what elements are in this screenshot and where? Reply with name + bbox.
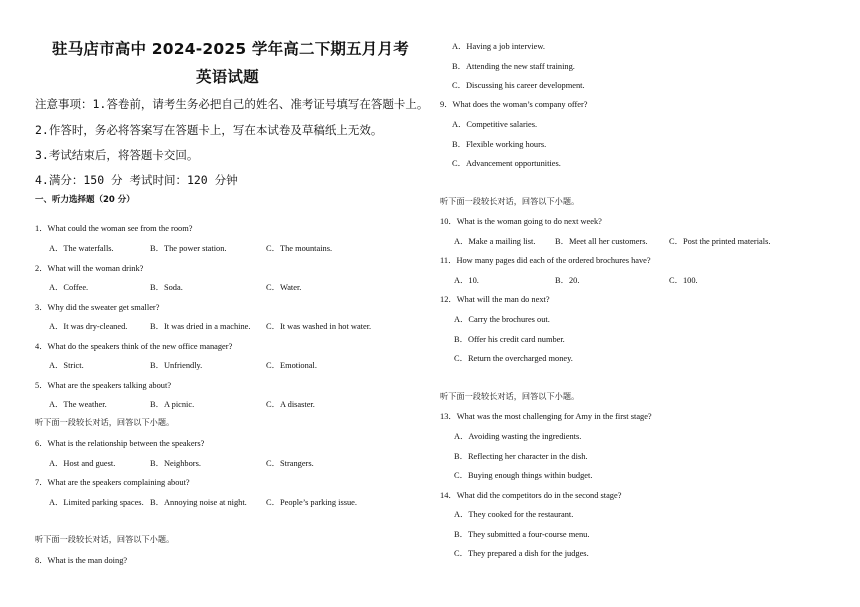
instruction-text: 听下面一段较长对话，回答以下小题。	[35, 534, 175, 544]
question-4-stem: 4．What do the speakers think of the new office manager?	[35, 342, 233, 351]
question-9-option-b: B．Flexible working hours.	[452, 140, 547, 149]
section-heading: 一、听力选择题（20 分）	[35, 195, 135, 205]
question-10-stem: 10．What is the woman going to do next week?	[440, 217, 602, 226]
question-1-option-a: A．The waterfalls.	[49, 244, 114, 253]
question-11-option-b: B．20.	[555, 276, 580, 285]
question-4-option-a: A．Strict.	[49, 361, 84, 370]
question-7-stem: 7．What are the speakers complaining about?	[35, 478, 190, 487]
question-5-option-a: A．The weather.	[49, 400, 107, 409]
question-9-option-a: A．Competitive salaries.	[452, 120, 538, 129]
question-13-option-a: A．Avoiding wasting the ingredients.	[454, 432, 582, 441]
question-8-option-a: A．Having a job interview.	[452, 42, 545, 51]
question-12-option-b: B．Offer his credit card number.	[454, 335, 565, 344]
question-14-option-b: B．They submitted a four-course menu.	[454, 530, 590, 539]
question-5-option-b: B．A picnic.	[150, 400, 195, 409]
question-6-option-a: A．Host and guest.	[49, 459, 116, 468]
question-3-stem: 3．Why did the sweater get smaller?	[35, 303, 160, 312]
question-8-stem: 8．What is the man doing?	[35, 556, 128, 565]
question-14-option-a: A．They cooked for the restaurant.	[454, 510, 574, 519]
question-5-option-c: C．A disaster.	[266, 400, 315, 409]
instruction-text: 听下面一段较长对话，回答以下小题。	[35, 417, 175, 427]
question-1-option-b: B．The power station.	[150, 244, 227, 253]
question-2-stem: 2．What will the woman drink?	[35, 264, 144, 273]
question-12-option-c: C．Return the overcharged money.	[454, 354, 573, 363]
question-5-stem: 5．What are the speakers talking about?	[35, 381, 172, 390]
question-12-stem: 12．What will the man do next?	[440, 295, 550, 304]
question-7-option-c: C．People’s parking issue.	[266, 498, 357, 507]
instruction-text: 听下面一段较长对话，回答以下小题。	[440, 391, 580, 401]
question-8-option-c: C．Discussing his career development.	[452, 81, 585, 90]
question-13-stem: 13．What was the most challenging for Amy in the first stage?	[440, 412, 652, 421]
question-4-option-c: C．Emotional.	[266, 361, 317, 370]
notice-line-4: 4.满分：150 分 考试时间：120 分钟	[35, 173, 238, 187]
question-10-option-c: C．Post the printed materials.	[669, 237, 771, 246]
question-7-option-b: B．Annoying noise at night.	[150, 498, 247, 507]
notice-line-3: 3.考试结束后，将答题卡交回。	[35, 148, 199, 162]
question-7-option-a: A．Limited parking spaces.	[49, 498, 144, 507]
question-6-stem: 6．What is the relationship between the speakers?	[35, 439, 205, 448]
question-11-option-a: A．10.	[454, 276, 479, 285]
question-2-option-a: A．Coffee.	[49, 283, 89, 292]
question-6-option-b: B．Neighbors.	[150, 459, 201, 468]
question-9-option-c: C．Advancement opportunities.	[452, 159, 561, 168]
question-3-option-b: B．It was dried in a machine.	[150, 322, 251, 331]
question-10-option-b: B．Meet all her customers.	[555, 237, 648, 246]
question-1-option-c: C．The mountains.	[266, 244, 333, 253]
question-14-option-c: C．They prepared a dish for the judges.	[454, 549, 589, 558]
question-3-option-a: A．It was dry-cleaned.	[49, 322, 128, 331]
page-subtitle: 英语试题	[196, 68, 259, 86]
question-12-option-a: A．Carry the brochures out.	[454, 315, 550, 324]
question-2-option-b: B．Soda.	[150, 283, 183, 292]
question-11-stem: 11．How many pages did each of the ordered brochures have?	[440, 256, 651, 265]
question-1-stem: 1．What could the woman see from the room?	[35, 224, 193, 233]
question-14-stem: 14．What did the competitors do in the second stage?	[440, 491, 622, 500]
question-8-option-b: B．Attending the new staff training.	[452, 62, 575, 71]
question-3-option-c: C．It was washed in hot water.	[266, 322, 372, 331]
question-4-option-b: B．Unfriendly.	[150, 361, 203, 370]
question-10-option-a: A．Make a mailing list.	[454, 237, 536, 246]
instruction-text: 听下面一段较长对话，回答以下小题。	[440, 196, 580, 206]
question-13-option-b: B．Reflecting her character in the dish.	[454, 452, 588, 461]
question-6-option-c: C．Strangers.	[266, 459, 314, 468]
notice-line-1: 注意事项：1.答卷前，请考生务必把自己的姓名、准考证号填写在答题卡上。	[35, 97, 429, 111]
question-11-option-c: C．100.	[669, 276, 698, 285]
notice-line-2: 2.作答时，务必将答案写在答题卡上，写在本试卷及草稿纸上无效。	[35, 123, 383, 137]
question-9-stem: 9．What does the woman’s company offer?	[440, 100, 588, 109]
question-2-option-c: C．Water.	[266, 283, 302, 292]
question-13-option-c: C．Buying enough things within budget.	[454, 471, 593, 480]
page-title: 驻马店市高中 2024-2025 学年高二下期五月月考	[52, 40, 409, 58]
